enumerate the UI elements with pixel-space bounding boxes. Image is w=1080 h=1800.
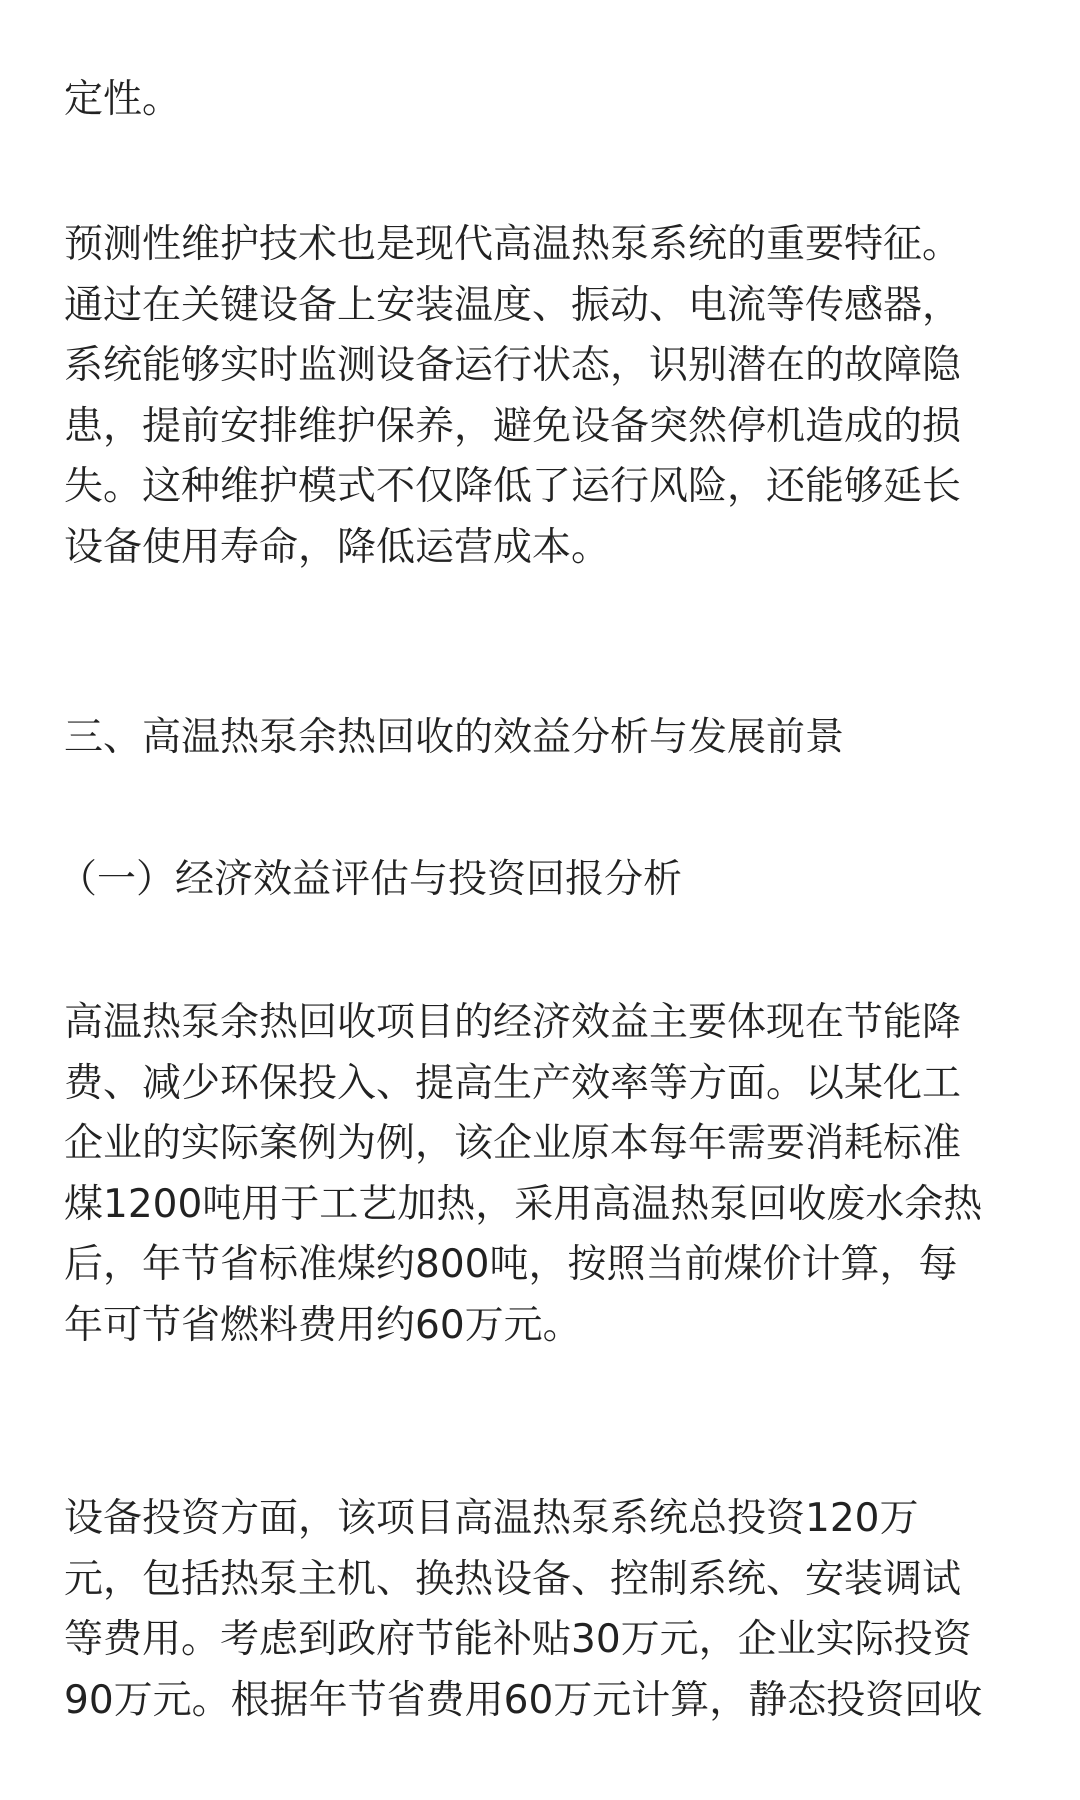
text-line: 年可节省燃料费用约60万元。 <box>64 1302 582 1348</box>
text-line: 设备投资方面，该项目高温热泵系统总投资120万 <box>64 1496 919 1541</box>
text-line: 煤1200吨用于工艺加热，采用高温热泵回收废水余热 <box>64 1181 983 1227</box>
text-line: 高温热泵余热回收项目的经济效益主要体现在节能降 <box>64 1000 962 1045</box>
text-line: （一）经济效益评估与投资回报分析 <box>58 857 683 902</box>
paragraph-continuation <box>64 70 1024 131</box>
text-line: 预测性维护技术也是现代高温热泵系统的重要特征。 <box>64 222 962 267</box>
text-line: 患，提前安排维护保养，避免设备突然停机造成的损 <box>64 403 962 449</box>
text-line: 企业的实际案例为例，该企业原本每年需要消耗标准 <box>64 1121 962 1166</box>
text-line: 费、减少环保投入、提高生产效率等方面。以某化工 <box>64 1060 962 1106</box>
text-line: 设备使用寿命，降低运营成本。 <box>64 524 611 570</box>
text-line: 90万元。根据年节省费用60万元计算，静态投资回收 <box>64 1677 983 1723</box>
subsection-heading <box>58 850 1018 911</box>
text-line: 三、高温热泵余热回收的效益分析与发展前景 <box>64 715 845 760</box>
paragraph-predictive-maintenance <box>64 215 1024 578</box>
paragraph-economic-benefits <box>64 993 1024 1356</box>
paragraph-investment <box>64 1489 1024 1731</box>
text-line: 系统能够实时监测设备运行状态，识别潜在的故障隐 <box>64 343 962 388</box>
text-line: 后，年节省标准煤约800吨，按照当前煤价计算，每 <box>64 1242 958 1287</box>
text-line: 元，包括热泵主机、换热设备、控制系统、安装调试 <box>64 1556 962 1602</box>
text-line: 定性。 <box>64 77 182 122</box>
text-line: 通过在关键设备上安装温度、振动、电流等传感器， <box>64 282 962 328</box>
section-heading <box>64 708 1024 769</box>
text-line: 等费用。考虑到政府节能补贴30万元，企业实际投资 <box>64 1617 972 1662</box>
text-line: 失。这种维护模式不仅降低了运行风险，还能够延长 <box>64 464 962 509</box>
